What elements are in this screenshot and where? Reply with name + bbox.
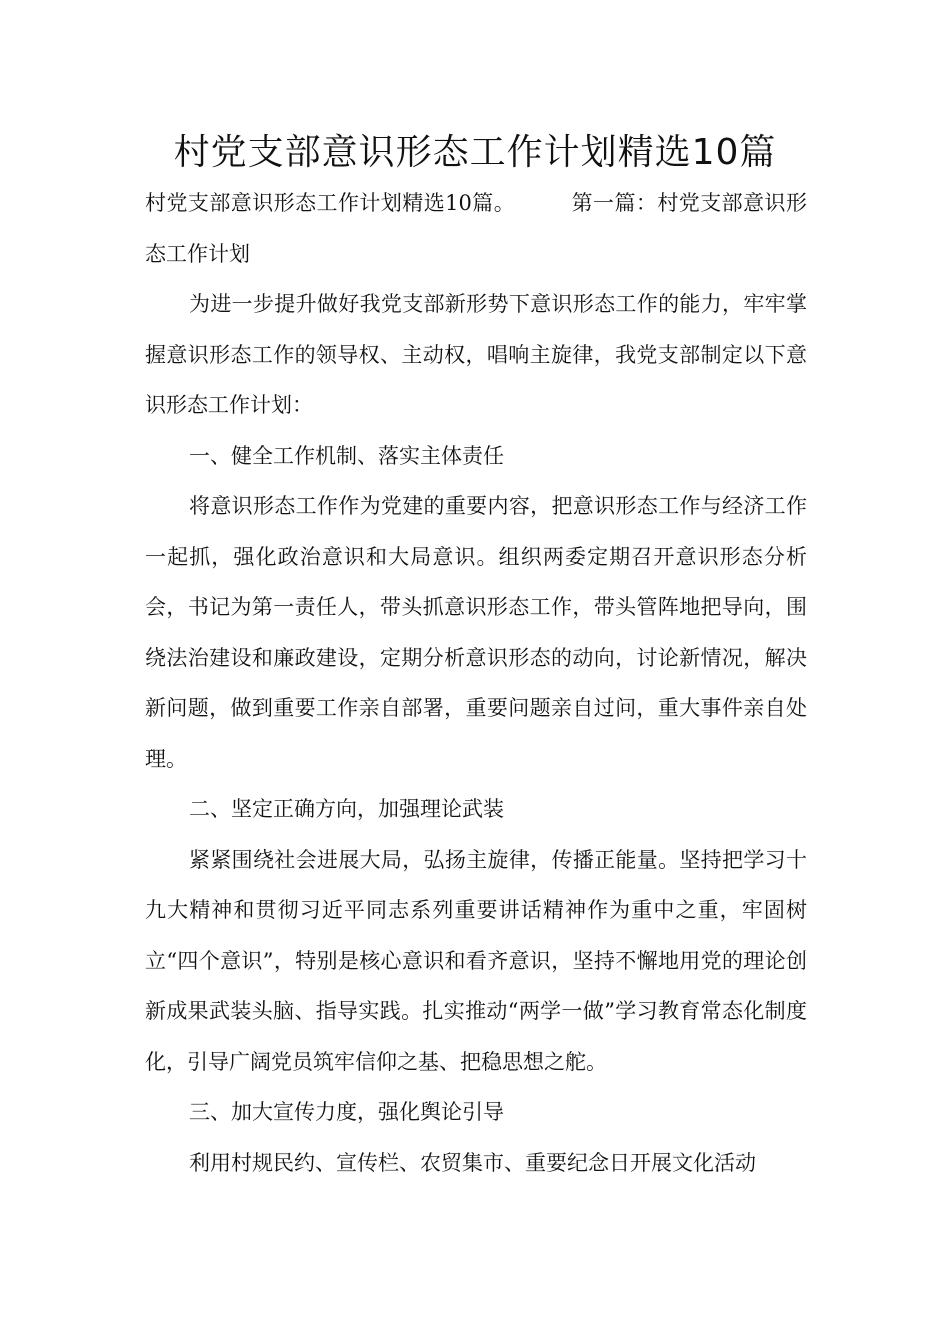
section-heading-3: 三、加大宣传力度，强化舆论引导 <box>189 1100 504 1124</box>
paragraph: 利用村规民约、宣传栏、农贸集市、重要纪念日开展文化活动 <box>189 1150 756 1175</box>
paragraph: 紧紧围绕社会进展大局，弘扬主旋律，传播正能量。坚持把学习十九大精神和贯彻习近平同志系列重要讲话精神作为重中之重，牢固树立“四个意识”，特别是核心意识和看齐意识，坚持不懈地用党的理论创新成果武装头脑、指导实践。扎实推动“两学一做”学习教育常态化制度化，引导广阔党员筑牢信仰之基、把稳思想之舵。 <box>145 847 807 1074</box>
intro-part-1: 村党支部意识形态工作计划精选10篇。 <box>145 191 516 215</box>
document-body <box>145 178 807 1188</box>
intro-paragraph <box>145 178 807 279</box>
paragraph: 将意识形态工作作为党建的重要内容，把意识形态工作与经济工作一起抓，强化政治意识和大局意识。组织两委定期召开意识形态分析会，书记为第一责任人，带头抓意识形态工作，带头管阵地把导向，围绕法治建设和廉政建设，定期分析意识形态的动向，讨论新情况，解决新问题，做到重要工作亲自部署，重要问题亲自过问，重大事件亲自处理。 <box>145 494 807 771</box>
paragraph: 为进一步提升做好我党支部新形势下意识形态工作的能力，牢牢掌握意识形态工作的领导权、主动权，唱响主旋律，我党支部制定以下意识形态工作计划： <box>145 292 807 417</box>
section-heading-1: 一、健全工作机制、落实主体责任 <box>189 443 504 468</box>
document-title: 村党支部意识形态工作计划精选10篇 <box>173 132 777 173</box>
section-heading-2: 二、坚定正确方向，加强理论武装 <box>189 797 504 821</box>
intro-part-2: 第一篇：村党支部意识形态工作计划 <box>145 191 807 266</box>
